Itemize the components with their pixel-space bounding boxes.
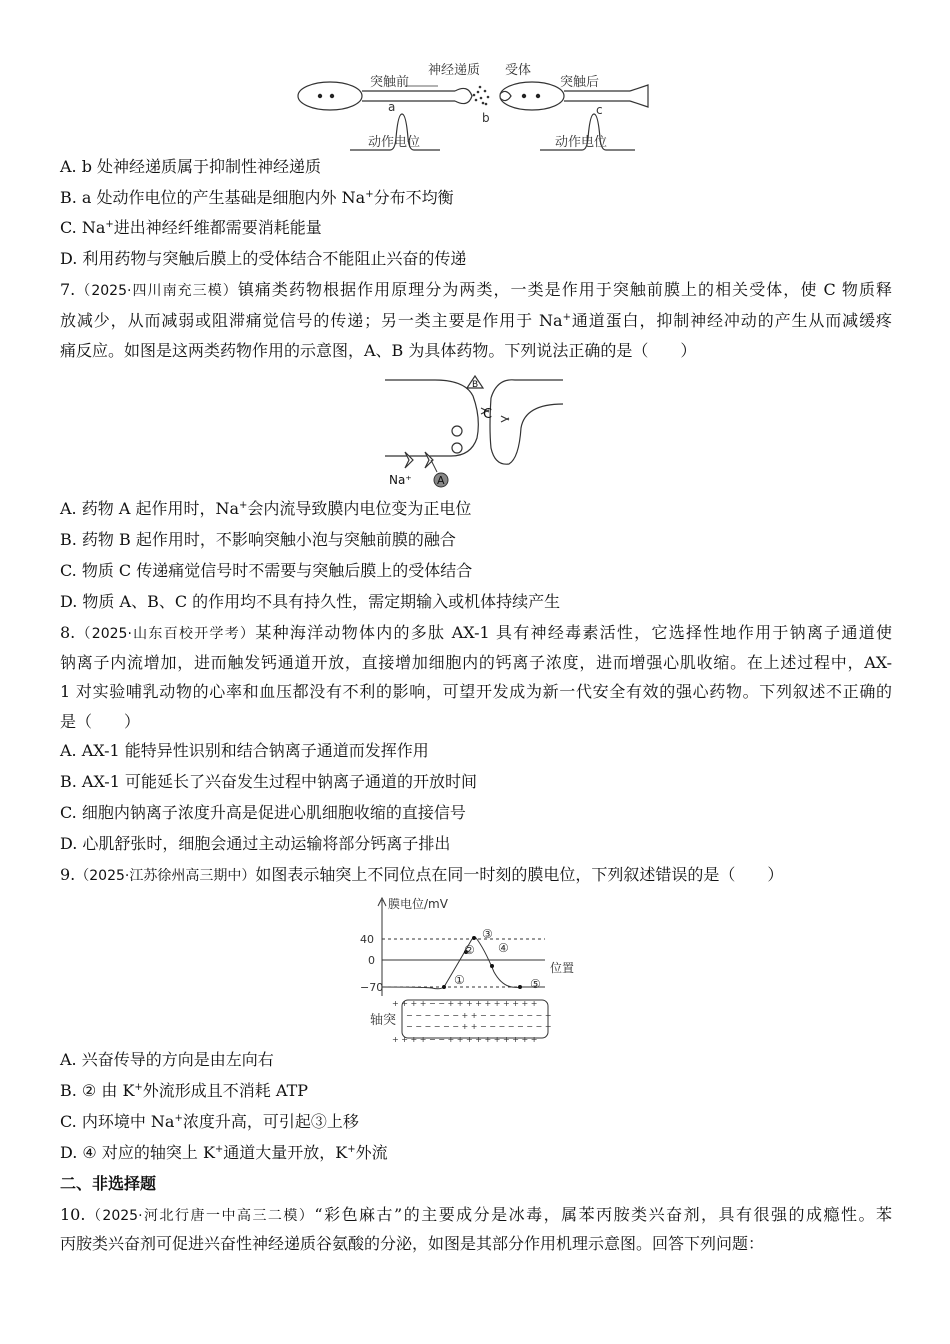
sup: + bbox=[562, 312, 571, 323]
q7-stem-line2 bbox=[60, 311, 892, 331]
q7-option-d: D. 物质 A、B、C 的作用均不具有持久性，需定期输入或机体持续产生 bbox=[60, 592, 561, 611]
sup: + bbox=[365, 189, 374, 200]
label-point-a: a bbox=[388, 100, 396, 114]
q8-text: 某种海洋动物体内的多肽 AX-1 具有神经毒素活性，它选择性地作用于钠离子通道使 bbox=[255, 623, 892, 642]
q9-b-text2: 外流形成且不消耗 ATP bbox=[142, 1081, 309, 1100]
q8-source: （2025·山东百校开学考） bbox=[75, 626, 256, 642]
q7-text: 通道蛋白，抑制神经冲动的产生从而减缓疼 bbox=[570, 311, 892, 330]
ap-label-left: 动作电位 bbox=[368, 135, 421, 150]
point-2: ② bbox=[464, 943, 475, 957]
q9-number: 9. bbox=[60, 865, 76, 884]
q7-label-c: C bbox=[483, 407, 493, 422]
tick-40: 40 bbox=[360, 933, 374, 946]
row-mid1: − − − − − − + + − − − − − − − − bbox=[406, 1011, 552, 1020]
sup: + bbox=[174, 1113, 183, 1124]
row-top: + + + + − − + + + + + + + + + + bbox=[392, 999, 538, 1008]
point-5: ⑤ bbox=[530, 977, 541, 991]
q9-membrane-potential-graph bbox=[360, 892, 600, 1044]
q6-option-d: D. 利用药物与突触后膜上的受体结合不能阻止兴奋的传递 bbox=[60, 249, 467, 268]
q9-source: （2025·江苏徐州高三期中） bbox=[75, 868, 256, 884]
q9-c-text: C. 内环境中 Na bbox=[60, 1112, 175, 1131]
q9-d-text2: 通道大量开放，K bbox=[223, 1143, 348, 1162]
q6-c-text: C. Na bbox=[60, 218, 106, 237]
q9-d-text3: 外流 bbox=[355, 1143, 388, 1162]
label-postsynaptic: 突触后 bbox=[560, 75, 600, 90]
q8-stem-line4: 是（ ） bbox=[60, 712, 141, 731]
section-heading: 二、非选择题 bbox=[60, 1174, 157, 1193]
q6-option-b bbox=[60, 188, 454, 208]
sup: + bbox=[134, 1082, 143, 1093]
q9-option-c bbox=[60, 1112, 359, 1132]
q9-option-b bbox=[60, 1081, 308, 1101]
q9-d-text: D. ④ 对应的轴突上 K bbox=[60, 1143, 215, 1162]
q8-number: 8. bbox=[60, 623, 76, 642]
row-bot: + + + + − − + + + + + + + + + + bbox=[392, 1035, 538, 1044]
q7-stem-line3: 痛反应。如图是这两类药物作用的示意图，A、B 为具体药物。下列说法正确的是（ ） bbox=[60, 341, 697, 360]
q6-b-text2: 分布不均衡 bbox=[373, 188, 454, 207]
q9-option-d bbox=[60, 1143, 388, 1163]
label-receptor: 受体 bbox=[505, 63, 532, 78]
q7-a-text2: 会内流导致膜内电位变为正电位 bbox=[247, 499, 472, 518]
q8-option-c: C. 细胞内钠离子浓度升高是促进心肌细胞收缩的直接信号 bbox=[60, 803, 466, 822]
q9-c-text2: 浓度升高，可引起③上移 bbox=[182, 1112, 359, 1131]
row-mid2: − − − − − − + + − − − − − − − − bbox=[406, 1022, 552, 1031]
q8-option-b: B. AX-1 可能延长了兴奋发生过程中钠离子通道的开放时间 bbox=[60, 772, 477, 791]
q7-synapse-figure bbox=[385, 368, 565, 488]
q9-option-a: A. 兴奋传导的方向是由左向右 bbox=[60, 1050, 274, 1069]
q7-label-b: B bbox=[472, 380, 479, 390]
q9-text: 如图表示轴突上不同位点在同一时刻的膜电位，下列叙述错误的是（ ） bbox=[255, 865, 784, 884]
q10-number: 10. bbox=[60, 1205, 86, 1224]
q9-stem bbox=[60, 865, 783, 886]
q7-label-a: A bbox=[437, 474, 445, 487]
point-1: ① bbox=[454, 973, 465, 987]
q7-option-b: B. 药物 B 起作用时，不影响突触小泡与突触前膜的融合 bbox=[60, 530, 456, 549]
q10-source: （2025·河北行唐一中高三二模） bbox=[85, 1208, 315, 1224]
q7-stem-line1 bbox=[60, 280, 892, 301]
q8-option-d: D. 心肌舒张时，细胞会通过主动运输将部分钙离子排出 bbox=[60, 834, 451, 853]
graph-xlabel: 位置 bbox=[550, 961, 575, 975]
q7-a-text: A. 药物 A 起作用时，Na bbox=[60, 499, 239, 518]
tick-neg70: −70 bbox=[360, 981, 384, 994]
sup: + bbox=[239, 500, 248, 511]
q8-stem-line3: 1 对实验哺乳动物的心率和血压都没有不利的影响，可望开发成为新一代安全有效的强心药物。下列叙述不正确的 bbox=[60, 682, 892, 701]
label-presynaptic: 突触前 bbox=[370, 75, 410, 90]
q10-text: “彩色麻古”的主要成分是冰毒，属苯丙胺类兴奋剂，具有很强的成瘾性。苯 bbox=[314, 1205, 892, 1224]
q8-option-a: A. AX-1 能特异性识别和结合钠离子通道而发挥作用 bbox=[60, 741, 429, 760]
q9-b-text: B. ② 由 K bbox=[60, 1081, 135, 1100]
q7-option-a bbox=[60, 499, 471, 519]
sup: + bbox=[105, 219, 114, 230]
q6-option-a: A. b 处神经递质属于抑制性神经递质 bbox=[60, 157, 322, 176]
q7-label-na: Na⁺ bbox=[389, 473, 412, 487]
sup: + bbox=[347, 1144, 356, 1155]
q7-text: 镇痛类药物根据作用原理分为两类，一类是作用于突触前膜上的相关受体，使 C 物质释 bbox=[237, 280, 892, 299]
q10-stem-line2: 丙胺类兴奋剂可促进兴奋性神经递质谷氨酸的分泌，如图是其部分作用机理示意图。回答下列问题： bbox=[60, 1234, 765, 1253]
q7-option-c: C. 物质 C 传递痛觉信号时不需要与突触后膜上的受体结合 bbox=[60, 561, 473, 580]
q10-stem-line1 bbox=[60, 1205, 892, 1226]
graph-ylabel: 膜电位/mV bbox=[388, 897, 448, 911]
q7-text: 放减少，从而减弱或阻滞痛觉信号的传递；另一类主要是作用于 Na bbox=[60, 311, 563, 330]
q8-stem-line2: 钠离子内流增加，进而触发钙通道开放，直接增加细胞内的钙离子浓度，进而增强心肌收缩。在上述过程中，AX- bbox=[60, 653, 892, 672]
point-4: ④ bbox=[498, 941, 509, 955]
tick-0: 0 bbox=[368, 954, 375, 967]
point-3: ③ bbox=[482, 927, 493, 941]
q6-b-text: B. a 处动作电位的产生基础是细胞内外 Na bbox=[60, 188, 366, 207]
q8-stem-line1 bbox=[60, 623, 892, 644]
sup: + bbox=[214, 1144, 224, 1155]
q7-number: 7. bbox=[60, 280, 76, 299]
label-point-c: c bbox=[596, 103, 603, 117]
label-transmitter: 神经递质 bbox=[428, 63, 481, 78]
q6-c-text2: 进出神经纤维都需要消耗能量 bbox=[113, 218, 322, 237]
ap-label-right: 动作电位 bbox=[555, 135, 608, 150]
label-point-b: b bbox=[482, 111, 490, 125]
q6-option-c bbox=[60, 218, 322, 238]
q7-source: （2025·四川南充三模） bbox=[75, 283, 238, 299]
axon-label: 轴突 bbox=[370, 1013, 397, 1028]
